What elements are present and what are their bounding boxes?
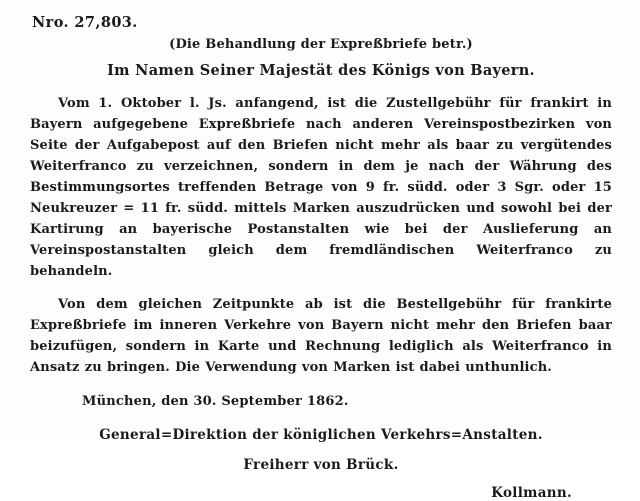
issuing-authority: General=Direktion der königlichen Verkehrs=Anstalten. xyxy=(99,427,543,443)
countersigner-name: Kollmann. xyxy=(491,485,572,501)
place-and-date: München, den 30. September 1862. xyxy=(82,394,349,409)
paragraph xyxy=(30,93,612,282)
paragraph-text: Von dem gleichen Zeitpunkte ab ist die Bestellgebühr für frankirte Expreßbriefe im inneren Verkehre von Bayern nicht mehr den Briefen baar beizufügen, sondern in Karte und Rechnung lediglich als Weiterfranco in Ansatz zu bringen. Die Verwendung von Marken ist dabei unthunlich. xyxy=(30,297,612,375)
document-headline: Im Namen Seiner Majestät des Königs von Bayern. xyxy=(107,62,535,79)
signer-name: Freiherr von Brück. xyxy=(243,457,399,473)
document-subject: (Die Behandlung der Expreßbriefe betr.) xyxy=(169,37,473,52)
document-body xyxy=(30,93,612,378)
document-number: Nro. 27,803. xyxy=(32,14,138,31)
paragraph xyxy=(30,294,612,378)
paragraph-text: Vom 1. Oktober l. Js. anfangend, ist die Zustellgebühr für frankirt in Bayern aufgegebene Expreßbriefe nach anderen Vereinspostbezirken von Seite der Aufgabepost auf den Briefen nicht mehr als baar zu vergütendes Weiterfranco zu verzeichnen, sondern in dem je nach der Währung des Bestimmungsortes treffenden Betrage von 9 fr. südd. oder 3 Sgr. oder 15 Neukreuzer = 11 fr. südd. mittels Marken auszudrücken und sowohl bei der Kartirung an bayerische Postanstalten wie bei der Auslieferung an Vereinspostanstalten gleich dem fremdländischen Weiterfranco zu behandeln. xyxy=(30,96,612,279)
